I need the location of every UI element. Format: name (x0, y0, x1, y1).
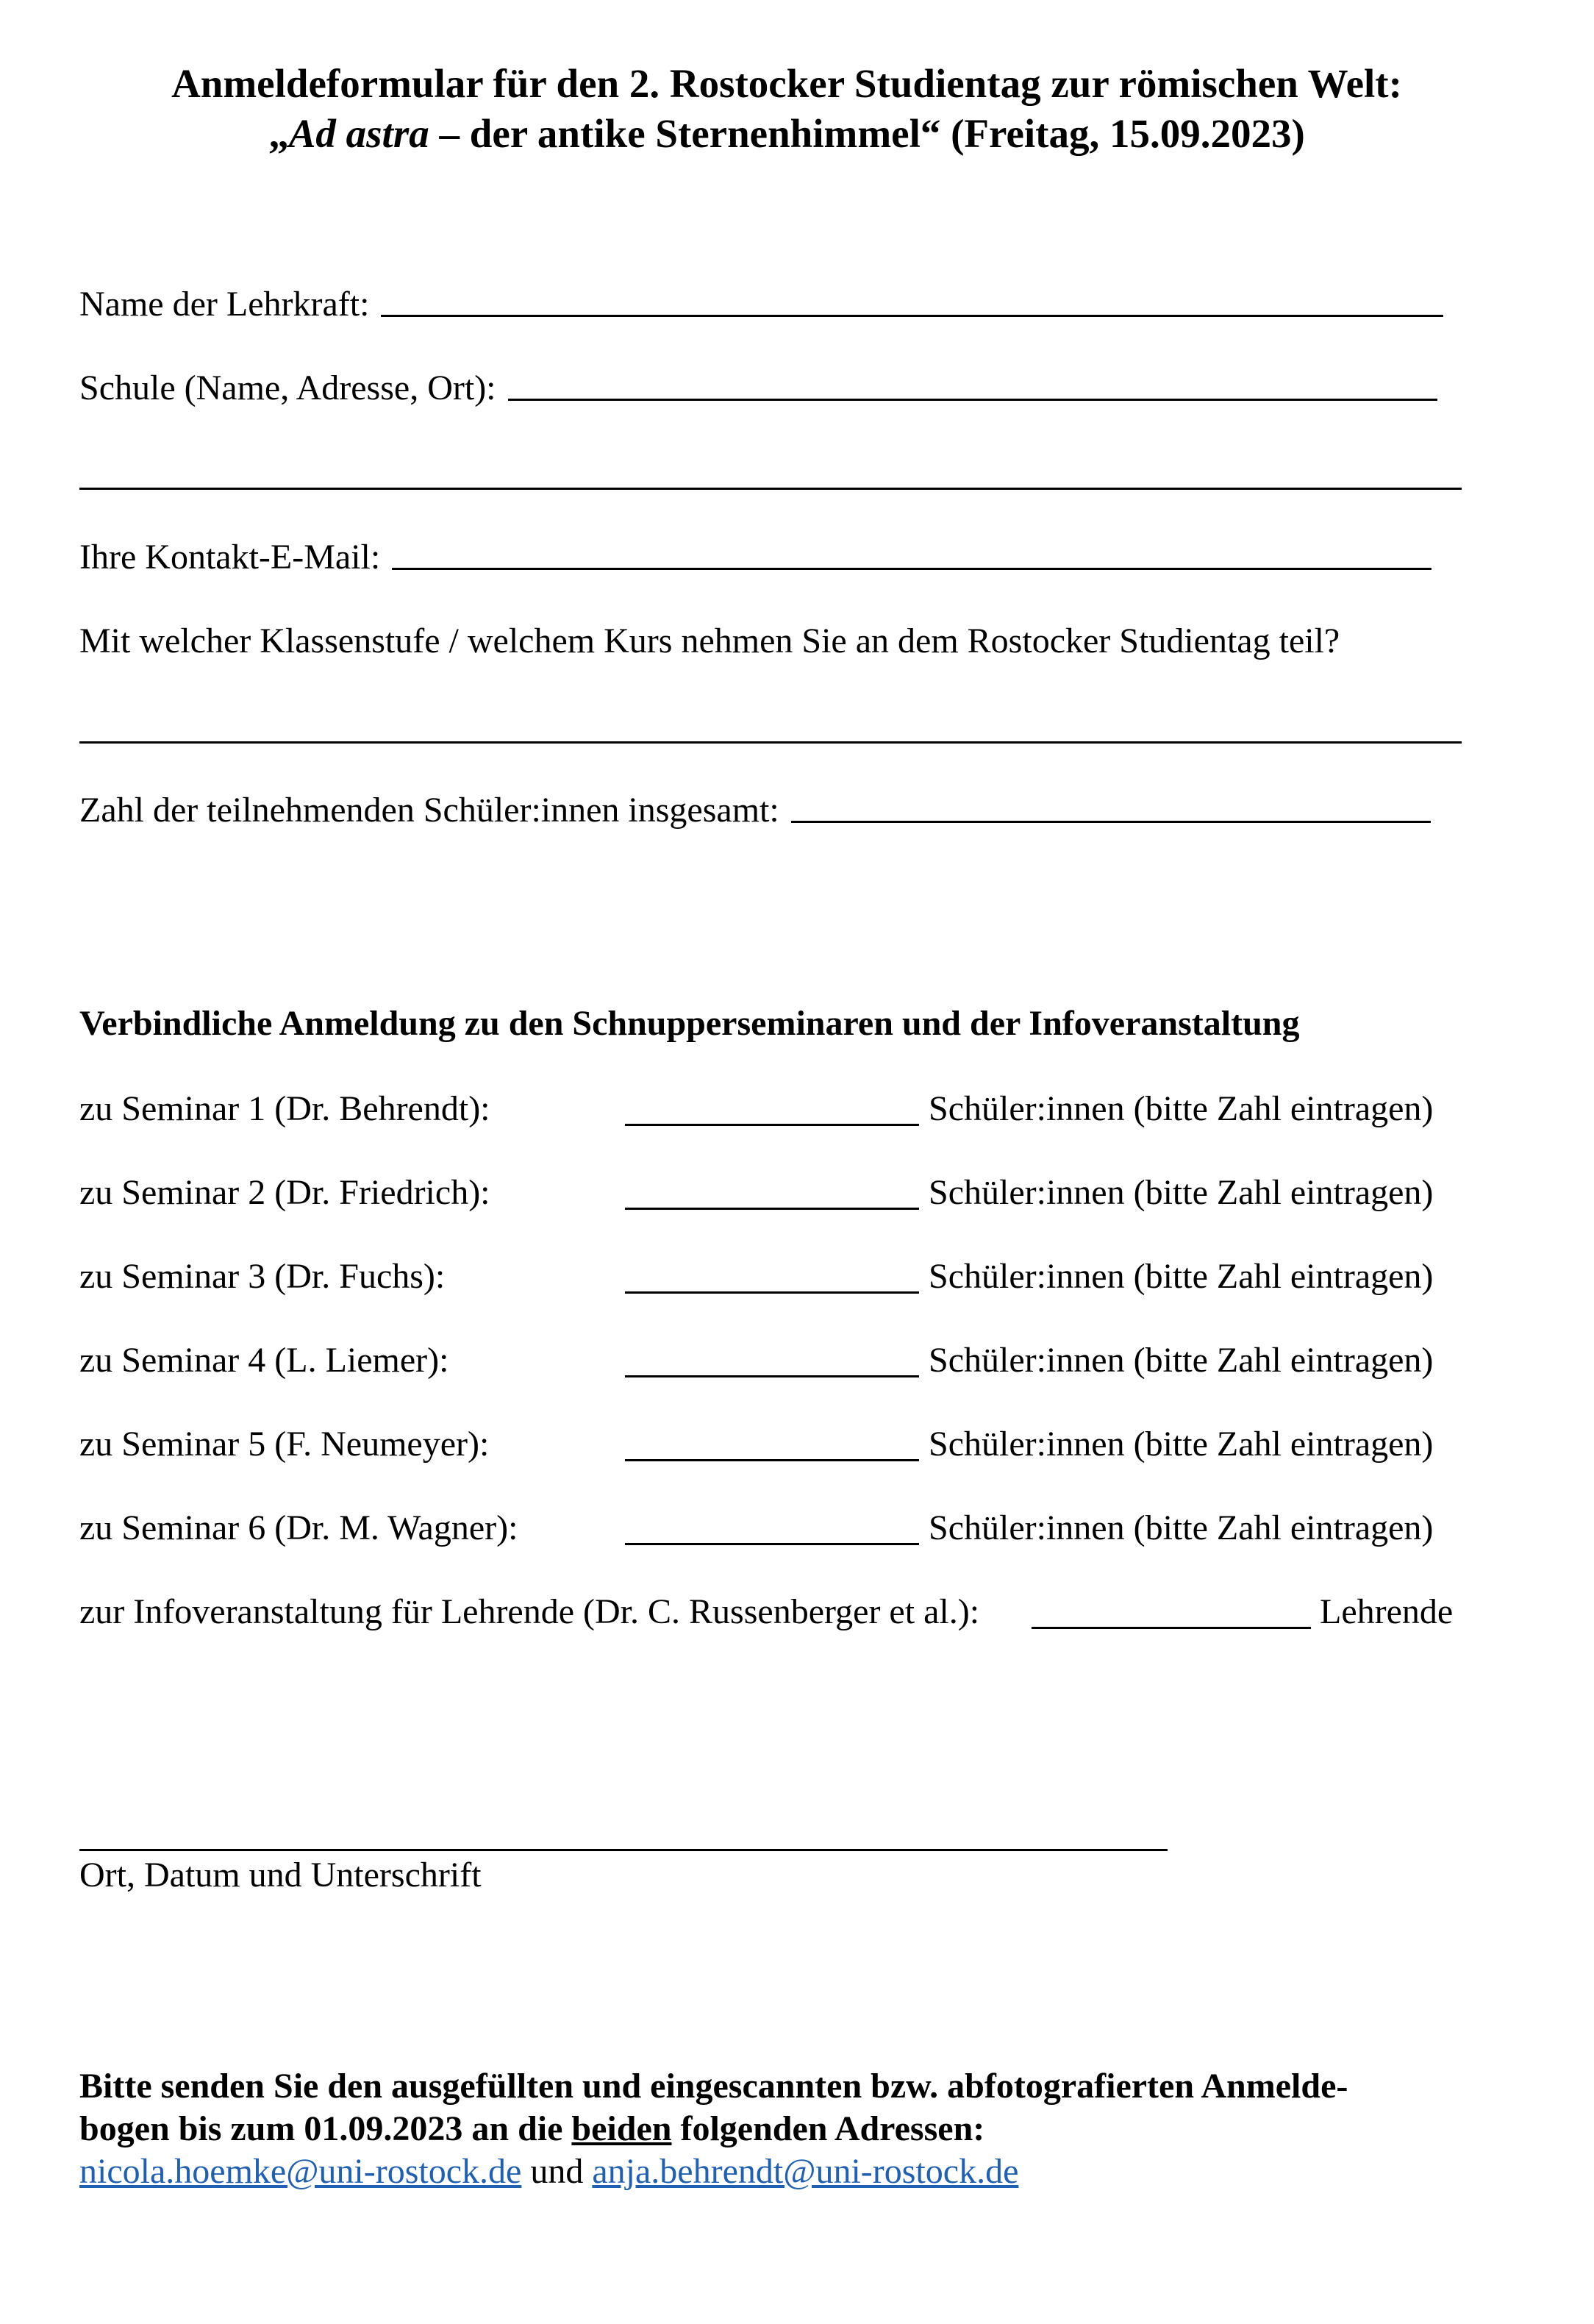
student-count-label: Zahl der teilnehmenden Schüler:innen insgesamt: (79, 791, 779, 830)
seminar-count-blank[interactable] (625, 1124, 919, 1126)
signature-label: Ort, Datum und Unterschrift (79, 1856, 482, 1895)
seminar-unit-label: Schüler:innen (bitte Zahl eintragen) (929, 1089, 1434, 1128)
seminar-label: zu Seminar 5 (F. Neumeyer): (79, 1425, 490, 1464)
instructions-line-2 (79, 2108, 1498, 2150)
seminar-row[interactable] (79, 1087, 1498, 1131)
school-field[interactable] (79, 366, 1498, 410)
teacher-name-blank[interactable] (381, 315, 1443, 317)
email-links-line (79, 2150, 1498, 2193)
seminar-label: zu Seminar 4 (L. Liemer): (79, 1341, 449, 1380)
student-count-field[interactable] (79, 788, 1498, 833)
form-title (74, 59, 1500, 159)
seminar-count-blank[interactable] (625, 1375, 919, 1377)
registration-heading: Verbindliche Anmeldung zu den Schnupperseminaren und der Infoveranstaltung (79, 1004, 1300, 1043)
info-event-label: zur Infoveranstaltung für Lehrende (Dr. C. Russenberger et al.): (79, 1592, 980, 1631)
seminar-label: zu Seminar 2 (Dr. Friedrich): (79, 1173, 490, 1212)
email-link-hoemke[interactable]: nicola.hoemke@uni-rostock.de (79, 2152, 522, 2191)
school-blank-second-line[interactable] (79, 488, 1462, 490)
info-event-row[interactable] (79, 1590, 1498, 1634)
class-question-text: Mit welcher Klassenstufe / welchem Kurs nehmen Sie an dem Rostocker Studientag teil? (79, 621, 1340, 660)
email-field[interactable] (79, 535, 1498, 580)
seminar-row[interactable] (79, 1171, 1498, 1215)
seminar-count-blank[interactable] (625, 1543, 919, 1545)
seminar-row[interactable] (79, 1255, 1498, 1299)
seminar-count-blank[interactable] (625, 1208, 919, 1210)
instructions-underlined-word: beiden (571, 2109, 672, 2148)
school-blank[interactable] (508, 399, 1437, 401)
seminar-label: zu Seminar 3 (Dr. Fuchs): (79, 1257, 446, 1296)
seminar-unit-label: Schüler:innen (bitte Zahl eintragen) (929, 1341, 1434, 1380)
class-question (79, 619, 1498, 663)
seminar-count-blank[interactable] (625, 1291, 919, 1294)
instructions-line-2-post: folgenden Adressen: (671, 2109, 985, 2148)
info-event-count-blank[interactable] (1032, 1627, 1311, 1629)
and-word: und (530, 2152, 584, 2191)
title-line-1: Anmeldeformular für den 2. Rostocker Studientag zur römischen Welt: (171, 61, 1402, 106)
title-line-2-rest: – der antike Sternenhimmel“ (Freitag, 15.09.2023) (429, 111, 1305, 156)
instructions-line-2-pre: bogen bis zum 01.09.2023 an die (79, 2109, 572, 2148)
teacher-name-field[interactable] (79, 282, 1498, 327)
seminar-row[interactable] (79, 1422, 1498, 1466)
class-answer-blank[interactable] (79, 741, 1462, 744)
signature-blank[interactable] (79, 1849, 1168, 1851)
seminar-row[interactable] (79, 1339, 1498, 1383)
seminar-unit-label: Schüler:innen (bitte Zahl eintragen) (929, 1508, 1434, 1547)
seminar-count-blank[interactable] (625, 1459, 919, 1461)
email-label: Ihre Kontakt-E-Mail: (79, 538, 381, 577)
info-event-unit-label: Lehrende (1320, 1592, 1454, 1631)
seminar-row[interactable] (79, 1506, 1498, 1550)
seminar-unit-label: Schüler:innen (bitte Zahl eintragen) (929, 1173, 1434, 1212)
seminar-unit-label: Schüler:innen (bitte Zahl eintragen) (929, 1425, 1434, 1464)
teacher-name-label: Name der Lehrkraft: (79, 285, 370, 324)
school-label: Schule (Name, Adresse, Ort): (79, 368, 496, 407)
email-blank[interactable] (392, 568, 1432, 570)
student-count-blank[interactable] (791, 821, 1431, 823)
seminar-label: zu Seminar 1 (Dr. Behrendt): (79, 1089, 490, 1128)
instructions-line-1: Bitte senden Sie den ausgefüllten und eingescannten bzw. abfotografierten Anmelde- (79, 2067, 1348, 2106)
submission-instructions (79, 2065, 1498, 2193)
title-open-quote: „ (268, 111, 289, 156)
email-link-behrendt[interactable]: anja.behrendt@uni-rostock.de (592, 2152, 1019, 2191)
title-italic-ad-astra: Ad astra (288, 111, 429, 156)
title-line-2 (74, 109, 1500, 159)
seminar-label: zu Seminar 6 (Dr. M. Wagner): (79, 1508, 518, 1547)
seminar-unit-label: Schüler:innen (bitte Zahl eintragen) (929, 1257, 1434, 1296)
